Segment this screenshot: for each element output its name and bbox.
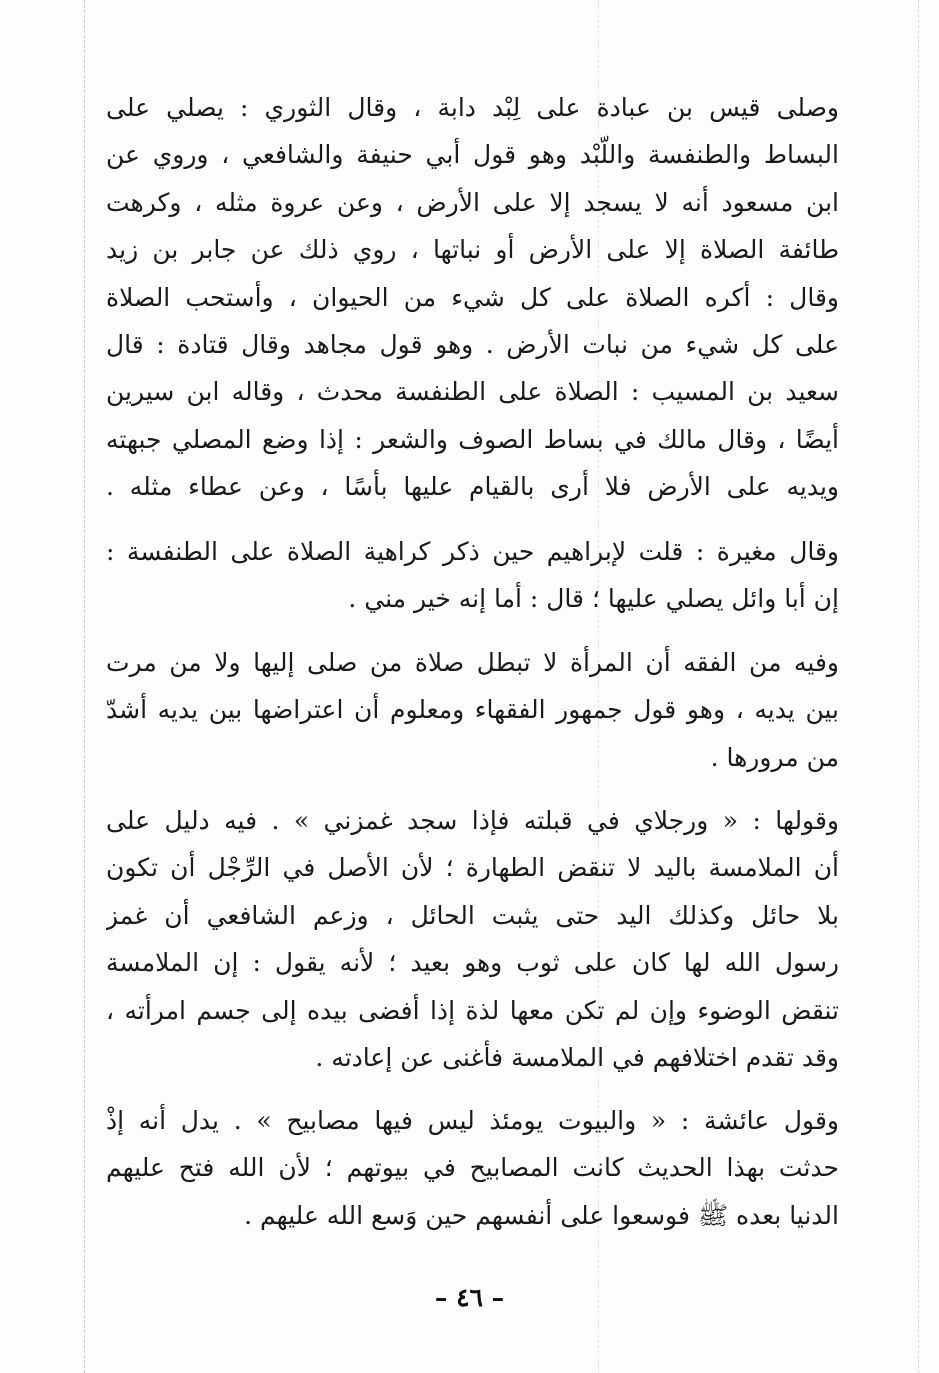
paragraph-4 xyxy=(106,797,839,1081)
text-line: وقد تقدم اختلافهم في الملامسة فأغنى عن إعادته . xyxy=(315,1042,839,1072)
paragraph-1 xyxy=(106,84,839,511)
scan-margin-line xyxy=(84,0,85,1373)
text-line: وصلى قيس بن عبادة على لِبْد دابة ، وقال الثوري : يصلي على xyxy=(106,93,839,122)
text-line: وقال : أكره الصلاة على كل شيء من الحيوان ، وأستحب الصلاة xyxy=(106,282,839,312)
text-line: على كل شيء من نبات الأرض . وهو قول مجاهد وقال قتادة : قال xyxy=(106,329,839,359)
text-line: أيضًا ، وقال مالك في بساط الصوف والشعر : إذا وضع المصلي جبهته xyxy=(106,424,839,454)
text-line: حدثت بهذا الحديث كانت المصابيح في بيوتهم ؛ لأن الله فتح عليهم xyxy=(106,1153,839,1183)
text-line: البساط والطنفسة واللّبْد وهو قول أبي حنيفة والشافعي ، وروي عن xyxy=(106,140,839,170)
text-line: سعيد بن المسيب : الصلاة على الطنفسة محدث ، وقاله ابن سيرين xyxy=(106,377,839,407)
text-line: بلا حائل وكذلك اليد حتى يثبت الحائل ، وزعم الشافعي أن غمز xyxy=(106,900,839,930)
text-line: رسول الله لها كان على ثوب وهو بعيد ؛ لأنه يقول : إن الملامسة xyxy=(106,948,839,978)
text-line: وفيه من الفقه أن المرأة لا تبطل صلاة من صلى إليها ولا من مرت xyxy=(106,648,839,677)
paragraph-5 xyxy=(106,1097,839,1239)
scan-edge-line xyxy=(918,0,919,1373)
text-line: أن الملامسة باليد لا تنقض الطهارة ؛ لأن الأصل في الرِّجْل أن تكون xyxy=(106,853,839,883)
text-line: ابن مسعود أنه لا يسجد إلا على الأرض ، وعن عروة مثله ، وكرهت xyxy=(106,187,839,217)
paragraph-2 xyxy=(106,528,839,623)
text-line: طائفة الصلاة إلا على الأرض أو نباتها ، روي ذلك عن جابر بن زيد xyxy=(106,235,839,265)
text-line: وقولها : « ورجلاي في قبلته فإذا سجد غمزني » . فيه دليل على xyxy=(106,806,839,835)
text-line: تنقض الوضوء وإن لم تكن معها لذة إذا أفضى بيده إلى جسم امرأته ، xyxy=(106,995,839,1025)
page-number: – ٤٦ – xyxy=(434,1283,505,1312)
text-line: بين يديه ، وهو قول جمهور الفقهاء ومعلوم أن اعتراضها بين يديه أشدّ xyxy=(106,695,839,725)
text-line: من مرورها . xyxy=(710,742,839,772)
text-line: إن أبا وائل يصلي عليها ؛ قال : أما إنه خير مني . xyxy=(348,584,839,614)
text-line: وقال مغيرة : قلت لإبراهيم حين ذكر كراهية الصلاة على الطنفسة : xyxy=(106,537,839,566)
text-line: ويديه على الأرض فلا أرى بالقيام عليها بأسًا ، وعن عطاء مثله . xyxy=(106,472,839,502)
paragraph-3 xyxy=(106,639,839,781)
text-line: وقول عائشة : « والبيوت يومئذ ليس فيها مصابيح » . يدل أنه إذْ xyxy=(106,1106,839,1135)
text-line: الدنيا بعده ﷺ فوسعوا على أنفسهم حين وَسع الله عليهم . xyxy=(244,1200,839,1230)
